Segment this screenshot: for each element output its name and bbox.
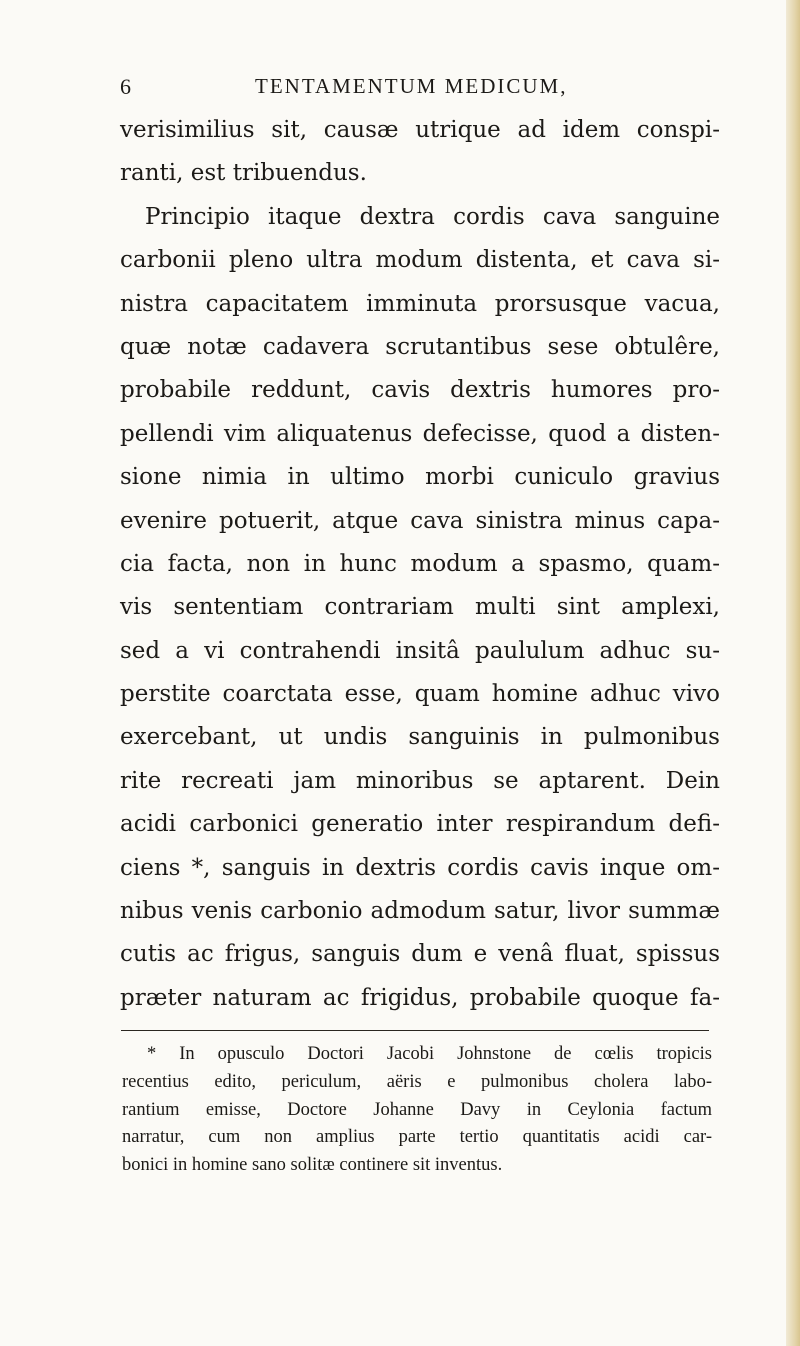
text-line: perstite coarctata esse, quam homine adhuc vivo: [120, 681, 720, 708]
text-line: ranti, est tribuendus.: [120, 160, 367, 187]
text-line: rite recreati jam minoribus se aptarent. Dein: [120, 767, 720, 794]
text-line: vis sententiam contrariam multi sint amplexi,: [120, 594, 720, 621]
text-line: evenire potuerit, atque cava sinistra minus capa-: [120, 507, 720, 534]
running-head: TENTAMENTUM MEDICUM,: [255, 74, 568, 98]
text-line: cia facta, non in hunc modum a spasmo, quam-: [120, 550, 720, 577]
text-line: exercebant, ut undis sanguinis in pulmonibus: [120, 724, 720, 751]
page-header: [120, 74, 760, 106]
footnote: [122, 1041, 712, 1180]
footnote-line: recentius edito, periculum, aëris e pulmonibus cholera labo-: [122, 1071, 712, 1092]
text-line: pellendi vim aliquatenus defecisse, quod a disten-: [120, 420, 720, 447]
text-line: nistra capacitatem imminuta prorsusque vacua,: [120, 290, 720, 317]
text-line: carbonii pleno ultra modum distenta, et cava si-: [120, 247, 720, 274]
footnote-divider: [121, 1030, 709, 1031]
text-line: verisimilius sit, causæ utrique ad idem conspi-: [120, 117, 720, 143]
page-number: 6: [120, 74, 131, 99]
main-text: [120, 109, 720, 1020]
text-line: sed a vi contrahendi insitâ paululum adhuc su-: [120, 637, 720, 664]
footnote-line: bonici in homine sano solitæ continere sit inventus.: [122, 1155, 503, 1176]
footnote-line: narratur, cum non amplius parte tertio quantitatis acidi car-: [122, 1127, 712, 1148]
text-line: quæ notæ cadavera scrutantibus sese obtulêre,: [120, 333, 720, 360]
page-edge-shadow: [786, 0, 800, 1346]
text-line: ciens *, sanguis in dextris cordis cavis inque om-: [120, 854, 720, 881]
text-line: Principio itaque dextra cordis cava sanguine: [145, 203, 720, 230]
text-line: probabile reddunt, cavis dextris humores pro-: [120, 377, 720, 404]
text-line: sione nimia in ultimo morbi cuniculo gravius: [120, 464, 720, 491]
text-line: nibus venis carbonio admodum satur, livor summæ: [120, 898, 720, 925]
footnote-line: rantium emisse, Doctore Johanne Davy in Ceylonia factum: [122, 1099, 712, 1120]
text-line: acidi carbonici generatio inter respirandum defi-: [120, 811, 720, 838]
text-line: cutis ac frigus, sanguis dum e venâ fluat, spissus: [120, 941, 720, 968]
footnote-line: * In opusculo Doctori Jacobi Johnstone de cœlis tropicis: [147, 1044, 712, 1064]
text-line: præter naturam ac frigidus, probabile quoque fa-: [120, 984, 720, 1011]
